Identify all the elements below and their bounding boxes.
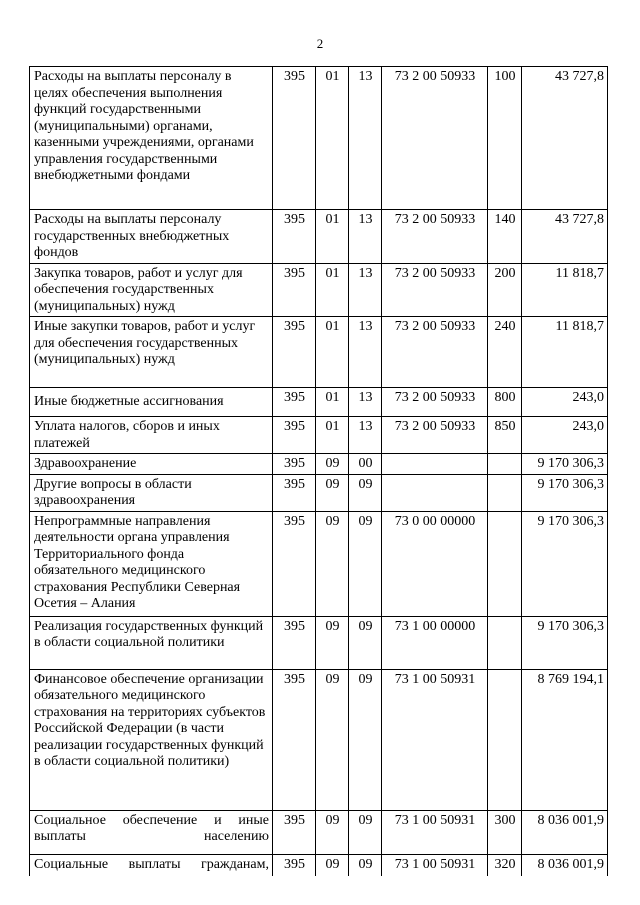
row-amount: 8 036 001,9 bbox=[522, 854, 608, 876]
row-amount: 11 818,7 bbox=[522, 317, 608, 388]
row-amount: 8 769 194,1 bbox=[522, 669, 608, 810]
row-target-code: 73 1 00 50931 bbox=[382, 810, 488, 854]
row-target-code: 73 1 00 50931 bbox=[382, 669, 488, 810]
row-subsection-code: 13 bbox=[349, 210, 382, 264]
table-row bbox=[30, 669, 608, 810]
row-subsection-code: 13 bbox=[349, 317, 382, 388]
row-name: Уплата налогов, сборов и иных платежей bbox=[30, 417, 273, 454]
table-row bbox=[30, 511, 608, 616]
row-ministry-code: 395 bbox=[273, 511, 316, 616]
table-row bbox=[30, 263, 608, 317]
row-name: Другие вопросы в области здравоохранения bbox=[30, 474, 273, 511]
row-section-code: 09 bbox=[316, 854, 349, 876]
row-section-code: 01 bbox=[316, 388, 349, 417]
row-target-code bbox=[382, 474, 488, 511]
table-row bbox=[30, 474, 608, 511]
row-kind-code bbox=[488, 511, 522, 616]
row-name: Непрограммные направления деятельности органа управления Территориального фонда обязательного медицинского страхования Республики Северная Осетия – Алания bbox=[30, 511, 273, 616]
row-target-code: 73 2 00 50933 bbox=[382, 388, 488, 417]
row-amount: 9 170 306,3 bbox=[522, 474, 608, 511]
table-row bbox=[30, 388, 608, 417]
row-name: Расходы на выплаты персоналу в целях обеспечения выполнения функций государственными (муниципальными) органами, казенными учреждениями, органами управления государственными внебюджетными фондами bbox=[30, 67, 273, 210]
row-name: Реализация государственных функций в области социальной политики bbox=[30, 616, 273, 669]
row-amount: 243,0 bbox=[522, 388, 608, 417]
row-ministry-code: 395 bbox=[273, 417, 316, 454]
row-subsection-code: 09 bbox=[349, 854, 382, 876]
row-subsection-code: 09 bbox=[349, 474, 382, 511]
row-section-code: 09 bbox=[316, 669, 349, 810]
row-name: Финансовое обеспечение организации обязательного медицинского страхования на территориях субъектов Российской Федерации (в части реализации государственных функций в области социальной политики) bbox=[30, 669, 273, 810]
row-section-code: 01 bbox=[316, 317, 349, 388]
row-ministry-code: 395 bbox=[273, 810, 316, 854]
row-name: Иные бюджетные ассигнования bbox=[30, 388, 273, 417]
budget-table bbox=[29, 66, 608, 876]
row-name: Иные закупки товаров, работ и услуг для обеспечения государственных (муниципальных) нужд bbox=[30, 317, 273, 388]
row-subsection-code: 09 bbox=[349, 616, 382, 669]
row-ministry-code: 395 bbox=[273, 454, 316, 475]
table-row bbox=[30, 67, 608, 210]
row-target-code: 73 2 00 50933 bbox=[382, 210, 488, 264]
table-row bbox=[30, 454, 608, 475]
row-section-code: 09 bbox=[316, 474, 349, 511]
row-kind-code: 140 bbox=[488, 210, 522, 264]
row-subsection-code: 09 bbox=[349, 669, 382, 810]
row-kind-code: 240 bbox=[488, 317, 522, 388]
table-row bbox=[30, 210, 608, 264]
row-target-code bbox=[382, 454, 488, 475]
row-subsection-code: 13 bbox=[349, 263, 382, 317]
table-row bbox=[30, 854, 608, 876]
row-amount: 43 727,8 bbox=[522, 210, 608, 264]
row-ministry-code: 395 bbox=[273, 210, 316, 264]
table-row bbox=[30, 616, 608, 669]
row-amount: 8 036 001,9 bbox=[522, 810, 608, 854]
row-amount: 9 170 306,3 bbox=[522, 616, 608, 669]
row-ministry-code: 395 bbox=[273, 388, 316, 417]
row-section-code: 01 bbox=[316, 417, 349, 454]
row-amount: 9 170 306,3 bbox=[522, 454, 608, 475]
row-section-code: 09 bbox=[316, 616, 349, 669]
row-name: Здравоохранение bbox=[30, 454, 273, 475]
row-target-code: 73 2 00 50933 bbox=[382, 417, 488, 454]
row-ministry-code: 395 bbox=[273, 474, 316, 511]
row-ministry-code: 395 bbox=[273, 67, 316, 210]
page-number: 2 bbox=[316, 36, 324, 51]
row-section-code: 09 bbox=[316, 454, 349, 475]
row-ministry-code: 395 bbox=[273, 616, 316, 669]
row-subsection-code: 13 bbox=[349, 67, 382, 210]
row-kind-code: 320 bbox=[488, 854, 522, 876]
row-ministry-code: 395 bbox=[273, 263, 316, 317]
row-section-code: 09 bbox=[316, 810, 349, 854]
row-target-code: 73 1 00 00000 bbox=[382, 616, 488, 669]
row-section-code: 01 bbox=[316, 263, 349, 317]
row-kind-code: 200 bbox=[488, 263, 522, 317]
row-name: Социальные выплаты гражданам, bbox=[30, 854, 273, 876]
table-row bbox=[30, 417, 608, 454]
row-name: Расходы на выплаты персоналу государственных внебюджетных фондов bbox=[30, 210, 273, 264]
row-kind-code bbox=[488, 454, 522, 475]
row-name: Социальное обеспечение и иные выплаты населению bbox=[30, 810, 273, 854]
row-subsection-code: 09 bbox=[349, 511, 382, 616]
row-ministry-code: 395 bbox=[273, 669, 316, 810]
row-section-code: 01 bbox=[316, 67, 349, 210]
row-kind-code: 300 bbox=[488, 810, 522, 854]
row-kind-code: 800 bbox=[488, 388, 522, 417]
row-amount: 11 818,7 bbox=[522, 263, 608, 317]
row-target-code: 73 1 00 50931 bbox=[382, 854, 488, 876]
row-ministry-code: 395 bbox=[273, 854, 316, 876]
row-kind-code: 100 bbox=[488, 67, 522, 210]
row-target-code: 73 2 00 50933 bbox=[382, 317, 488, 388]
row-amount: 243,0 bbox=[522, 417, 608, 454]
row-subsection-code: 00 bbox=[349, 454, 382, 475]
row-ministry-code: 395 bbox=[273, 317, 316, 388]
row-name: Закупка товаров, работ и услуг для обеспечения государственных (муниципальных) нужд bbox=[30, 263, 273, 317]
row-section-code: 01 bbox=[316, 210, 349, 264]
row-section-code: 09 bbox=[316, 511, 349, 616]
row-amount: 43 727,8 bbox=[522, 67, 608, 210]
row-target-code: 73 2 00 50933 bbox=[382, 263, 488, 317]
row-subsection-code: 09 bbox=[349, 810, 382, 854]
row-kind-code bbox=[488, 616, 522, 669]
row-kind-code bbox=[488, 669, 522, 810]
row-target-code: 73 2 00 50933 bbox=[382, 67, 488, 210]
row-kind-code: 850 bbox=[488, 417, 522, 454]
table-row bbox=[30, 810, 608, 854]
row-target-code: 73 0 00 00000 bbox=[382, 511, 488, 616]
row-amount: 9 170 306,3 bbox=[522, 511, 608, 616]
row-kind-code bbox=[488, 474, 522, 511]
row-subsection-code: 13 bbox=[349, 417, 382, 454]
table-row bbox=[30, 317, 608, 388]
row-subsection-code: 13 bbox=[349, 388, 382, 417]
